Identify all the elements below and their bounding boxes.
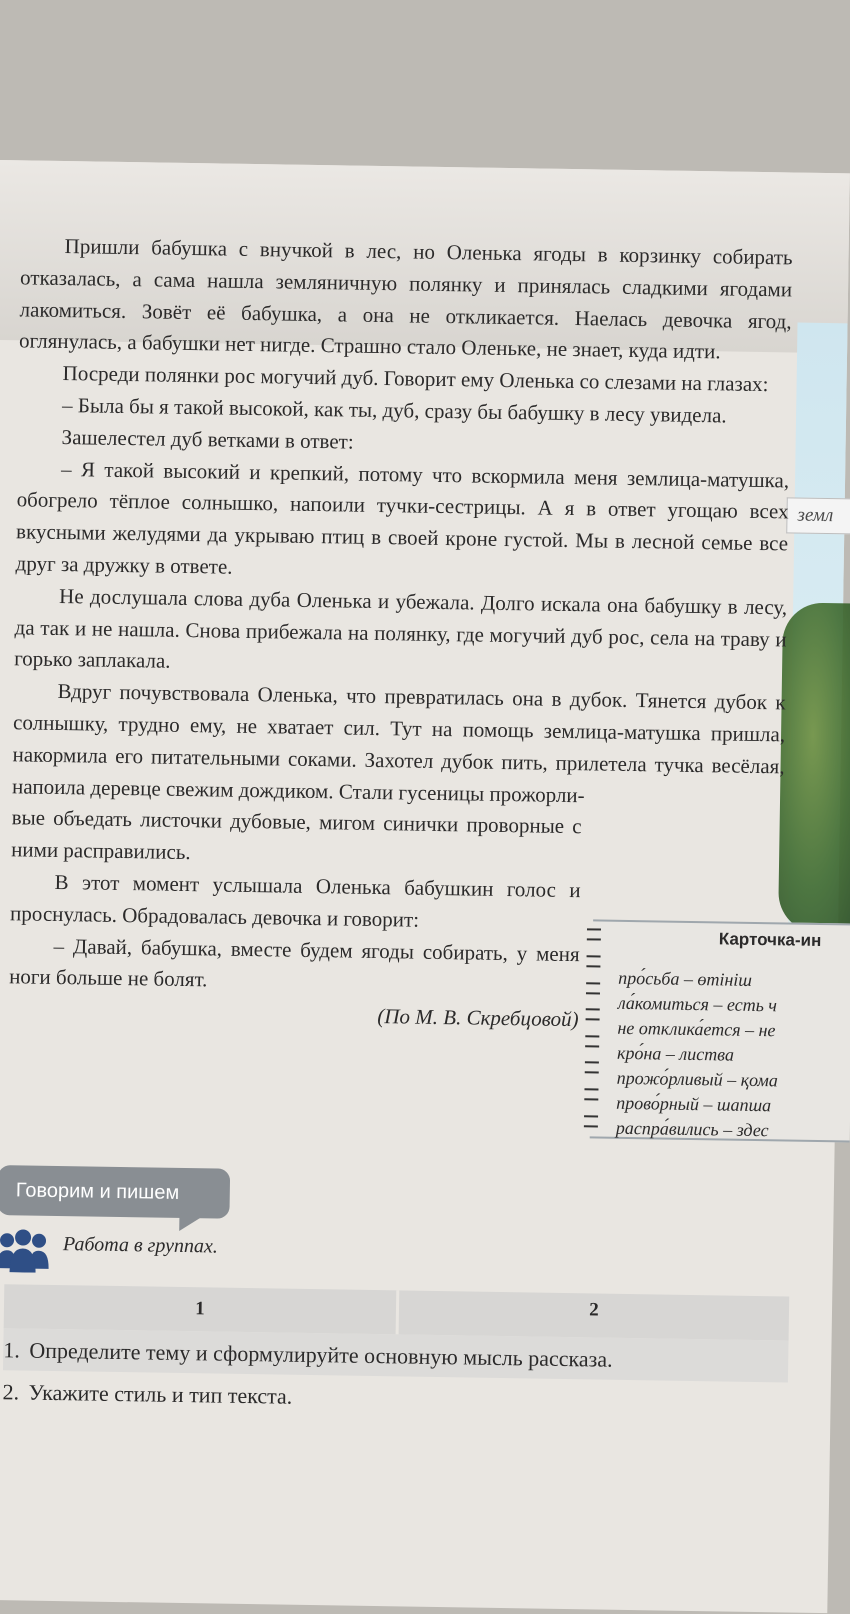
vocabulary-item: прожо́рливый – қома [616, 1067, 779, 1091]
story-paragraph: Пришли бабушка с внучкой в лес, но Оленька ягоды в корзинку собирать отказалась, а сама нашла земляничную полянку и принялась сладкими ягодами лакомиться. Зовёт её бабушка, а она не откликается. Наелась девочка ягод, оглянулась, а бабушки нет нигде. Страшно стало Оленьке, не знает, куда идти. [18, 234, 793, 364]
task-number: 1. [3, 1337, 21, 1363]
margin-word-tab: земл [786, 497, 850, 534]
column-header-2: 2 [589, 1299, 599, 1321]
task-text: Укажите стиль и тип текста. [28, 1379, 293, 1409]
vocabulary-item: ла́комиться – есть ч [617, 992, 778, 1016]
ring-icon [586, 955, 600, 967]
ring-icon [586, 1008, 600, 1020]
vocabulary-item: распра́вились – здес [615, 1117, 769, 1141]
group-work-icon [0, 1228, 51, 1273]
story-paragraph: Не дослушала слова дуба Оленька и убежала. Долго искала она бабушку в лесу, да так и не нашла. Снова прибежала на полянку, где могучий дуб рос, села на траву и горько заплакала. [13, 583, 788, 674]
card-binding [582, 921, 603, 1134]
section-heading: Говорим и пишем [0, 1165, 230, 1219]
vocabulary-item: прово́рный – шапша [616, 1092, 772, 1116]
vocabulary-item: не отклика́ется – не [617, 1017, 776, 1041]
speech-bubble-tail [179, 1213, 207, 1231]
story-paragraph: В этот момент услышала Оленька бабушкин голос и проснулась. Обрадовалась девочка и говорит: [9, 869, 581, 932]
story-paragraph: Вдруг почувствовала Оленька, что превратилась она в дубок. Тянется дубок к солнышку, трудно ему, не хватает сил. Тут на помощь землица-матушка пришла, накормила его питательными соками. Захотел дубок пить, прилетела тучка весёлая, напоила деревце свежим дождиком. Стали гусеницы прожорли- [11, 679, 786, 807]
ring-icon [584, 1088, 598, 1100]
story-paragraph: вые объедать листочки дубовые, мигом синички проворные с ними расправились. [10, 805, 582, 865]
story-paragraph: Зашелестел дуб ветками в ответ: [61, 424, 354, 454]
ring-icon [586, 982, 600, 994]
tree-illustration [778, 602, 850, 933]
vocabulary-item: кро́на – листва [616, 1042, 735, 1065]
ring-icon [585, 1062, 599, 1074]
ring-icon [585, 1035, 599, 1047]
vocabulary-list [616, 966, 780, 1144]
ring-icon [584, 1115, 598, 1127]
story-paragraph: Посреди полянки рос могучий дуб. Говорит ему Оленька со слезами на глазах: [62, 361, 769, 397]
textbook-page [0, 160, 850, 1613]
group-work-label: Работа в группах. [62, 1233, 219, 1258]
task-number: 2. [2, 1379, 20, 1405]
column-header-1: 1 [4, 1284, 400, 1334]
story-dialog-line: – Была бы я такой высокой, как ты, дуб, сразу бы бабушку в лесу увидела. [61, 392, 727, 428]
story-source: (По М. В. Скребцовой) [377, 1004, 579, 1032]
card-title: Карточка-ин [718, 929, 822, 950]
story-dialog-line: – Я такой высокий и крепкий, потому что вскормила меня землица-матушка, обогрело тёплое солнышко, напоили тучки-сестрицы. А я в ответ угощаю всех вкусными желудями да укрываю птиц в своей кроне густой. Мы в лесной семье все друг за дружку в ответе. [15, 456, 790, 579]
ring-icon [587, 929, 601, 941]
story-dialog-line: – Давай, бабушка, вместе будем ягоды собирать, у меня ноги больше не болят. [8, 933, 580, 992]
task-text: Определите тему и сформулируйте основную мысль рассказа. [29, 1337, 613, 1372]
vocabulary-item: про́сьба – өтініш [618, 967, 753, 990]
story-text [8, 230, 792, 1039]
vocabulary-card [590, 919, 850, 1142]
tasks-table [2, 1284, 789, 1424]
